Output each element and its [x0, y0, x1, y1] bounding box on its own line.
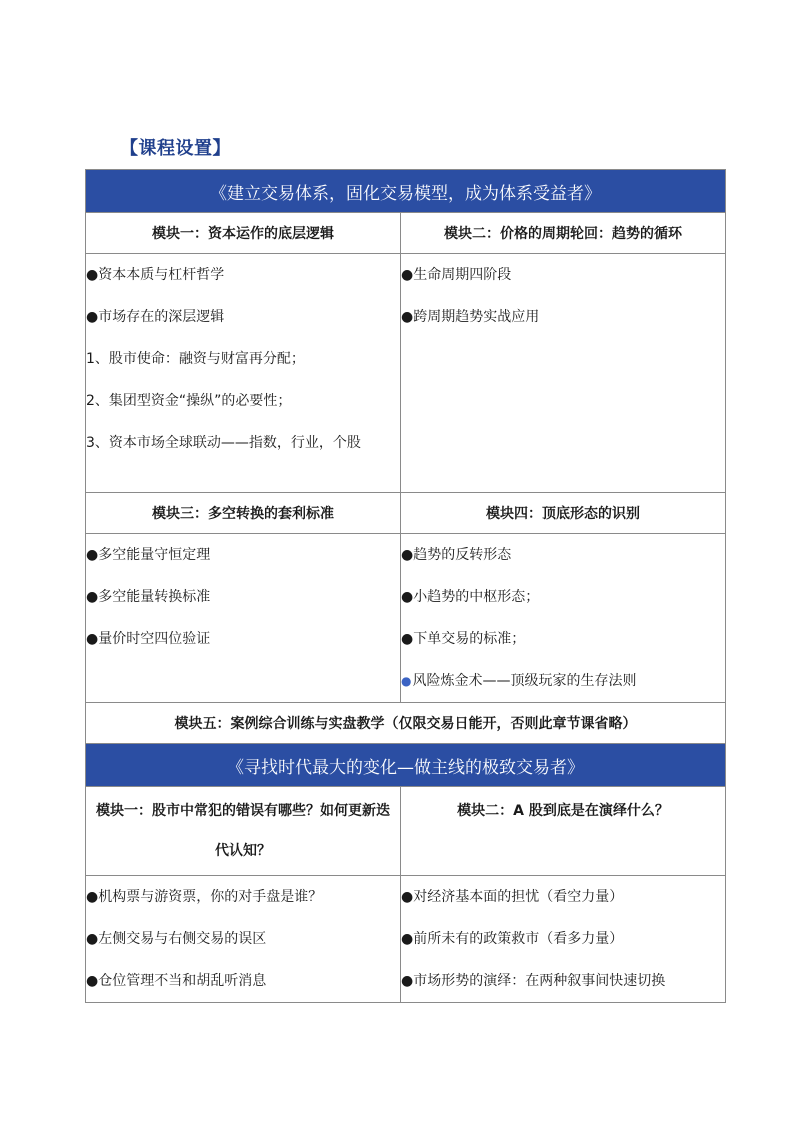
section1-module1-title: 模块一：资本运作的底层逻辑 [86, 213, 401, 254]
section2-module2-title: 模块二：A 股到底是在演绎什么？ [401, 787, 726, 876]
section2-module1-content [86, 876, 401, 1003]
section1-banner: 《建立交易体系，固化交易模型，成为体系受益者》 [86, 170, 726, 213]
section2-module2-content [401, 876, 726, 1003]
list-item: ●下单交易的标准； [401, 631, 526, 647]
list-item-text: 风险炼金术——顶级玩家的生存法则 [412, 673, 637, 689]
list-item: ●前所未有的政策救市（看多力量） [401, 931, 624, 947]
list-item: ●仓位管理不当和胡乱听消息 [86, 973, 267, 989]
list-item: 1、股市使命：融资与财富再分配； [86, 351, 305, 367]
page-heading: 【课程设置】 [120, 138, 231, 159]
list-item: 2、集团型资金“操纵”的必要性； [86, 393, 292, 409]
section1-module4-title: 模块四：顶底形态的识别 [401, 493, 726, 534]
list-item: ●量价时空四位验证 [86, 631, 211, 647]
list-item [401, 660, 725, 702]
list-item: ●左侧交易与右侧交易的误区 [86, 931, 267, 947]
section2-module1-title: 模块一：股市中常犯的错误有哪些？如何更新迭代认知？ [86, 787, 401, 876]
section2-banner: 《寻找时代最大的变化—做主线的极致交易者》 [86, 744, 726, 787]
section1-module2-title: 模块二：价格的周期轮回：趋势的循环 [401, 213, 726, 254]
list-item: 3、资本市场全球联动——指数，行业，个股 [86, 435, 361, 451]
list-item: ●资本本质与杠杆哲学 [86, 267, 225, 283]
list-item: ●市场形势的演绎：在两种叙事间快速切换 [401, 973, 666, 989]
list-item: ●市场存在的深层逻辑 [86, 309, 225, 325]
list-item: ●跨周期趋势实战应用 [401, 309, 540, 325]
section1-module1-content [86, 254, 401, 493]
section1-module3-title: 模块三：多空转换的套利标准 [86, 493, 401, 534]
section1-module4-content [401, 534, 726, 703]
list-item: ●多空能量守恒定理 [86, 547, 211, 563]
list-item: ●生命周期四阶段 [401, 267, 512, 283]
bullet-icon: ● [401, 674, 412, 688]
course-table [85, 169, 726, 1003]
list-item: ●小趋势的中枢形态； [401, 589, 540, 605]
list-item: ●多空能量转换标准 [86, 589, 211, 605]
section1-module5-title: 模块五：案例综合训练与实盘教学（仅限交易日能开，否则此章节课省略） [86, 703, 726, 744]
section1-module3-content [86, 534, 401, 703]
list-item: ●对经济基本面的担忧（看空力量） [401, 889, 624, 905]
list-item: ●趋势的反转形态 [401, 547, 512, 563]
section1-module2-content [401, 254, 726, 493]
list-item: ●机构票与游资票，你的对手盘是谁？ [86, 889, 323, 905]
